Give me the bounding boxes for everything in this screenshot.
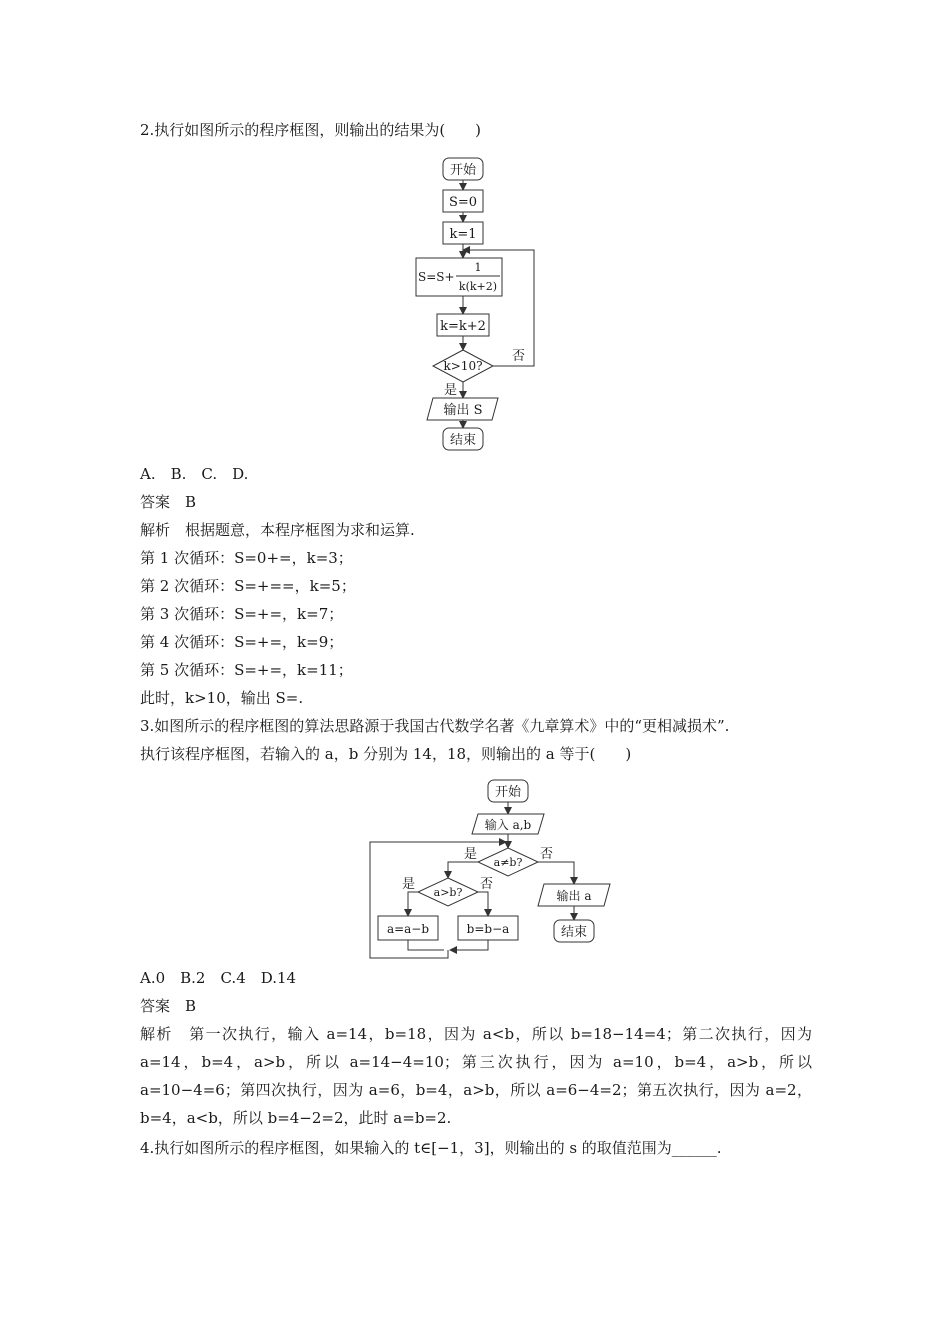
q2-decision-node <box>433 350 493 382</box>
svg-text:a≠b?: a≠b? <box>493 856 523 869</box>
q3-assign-a-node <box>378 916 438 940</box>
q2-flowchart <box>400 150 560 460</box>
q2-answer: 答案 B <box>140 493 197 511</box>
svg-text:输出 a: 输出 a <box>556 889 592 903</box>
q2-end-node <box>443 428 483 450</box>
q3-no1-label: 否 <box>540 847 554 862</box>
svg-text:S=0: S=0 <box>448 195 478 210</box>
q2-update-s-node <box>416 258 502 296</box>
svg-text:开始: 开始 <box>449 163 477 178</box>
q3-yes2-label: 是 <box>402 877 416 892</box>
q3-answer: 答案 B <box>140 997 197 1015</box>
svg-text:k(k+2): k(k+2) <box>458 280 498 293</box>
svg-text:结束: 结束 <box>449 433 477 448</box>
q3-decision2-node <box>418 878 478 906</box>
q2-question: 2.执行如图所示的程序框图，则输出的结果为( ) <box>140 121 482 139</box>
q2-init-k-node <box>443 222 483 244</box>
q3-end-node <box>554 920 594 942</box>
q3-no2-label: 否 <box>480 877 494 892</box>
q3-output-node <box>538 884 610 906</box>
q3-question-line1: 3.如图所示的程序框图的算法思路源于我国古代数学名著《九章算术》中的“更相减损术”. <box>140 717 730 735</box>
q3-decision1-node <box>478 848 538 876</box>
q3-question-line2: 执行该程序框图，若输入的 a，b 分别为 14，18，则输出的 a 等于( ) <box>140 745 632 763</box>
svg-text:k>10?: k>10? <box>443 359 483 373</box>
svg-text:结束: 结束 <box>560 925 588 940</box>
q2-options: A. B. C. D. <box>140 465 249 483</box>
q3-input-node <box>472 814 544 834</box>
svg-text:k=k+2: k=k+2 <box>440 319 486 334</box>
svg-text:k=1: k=1 <box>449 227 477 242</box>
q3-options: A.0 B.2 C.4 D.14 <box>140 969 297 987</box>
q2-analysis-line: 第 3 次循环：S=+=，k=7； <box>140 605 344 623</box>
q2-analysis-line: 第 4 次循环：S=+=，k=9； <box>140 633 344 651</box>
q2-step-k-node <box>437 314 489 336</box>
q2-output-node <box>427 398 498 420</box>
svg-text:S=S+: S=S+ <box>418 270 455 284</box>
svg-text:b=b−a: b=b−a <box>466 922 510 936</box>
q3-assign-b-node <box>458 916 518 940</box>
q2-analysis-line: 第 1 次循环：S=0+=，k=3； <box>140 549 353 567</box>
q3-yes1-label: 是 <box>464 847 478 862</box>
svg-text:输出 S: 输出 S <box>443 403 483 418</box>
svg-text:开始: 开始 <box>494 785 522 800</box>
svg-text:1: 1 <box>474 261 482 274</box>
q3-flowchart <box>360 774 600 964</box>
q2-analysis-line: 第 2 次循环：S=+==，k=5； <box>140 577 356 595</box>
q2-start-node <box>443 158 483 180</box>
svg-text:输入 a,b: 输入 a,b <box>484 818 532 832</box>
q4-question: 4.执行如图所示的程序框图，如果输入的 t∈[−1，3]，则输出的 s 的取值范围为______. <box>140 1139 722 1157</box>
svg-text:a>b?: a>b? <box>433 886 463 899</box>
svg-text:a=a−b: a=a−b <box>386 922 430 936</box>
q2-yes-label: 是 <box>444 383 458 398</box>
q2-analysis-line: 解析 根据题意，本程序框图为求和运算. <box>140 521 415 539</box>
q2-analysis-line: 此时，k>10，输出 S=. <box>140 689 304 707</box>
q2-analysis-line: 第 5 次循环：S=+=，k=11； <box>140 661 353 679</box>
q2-init-s-node <box>443 190 483 212</box>
q3-start-node <box>488 780 528 802</box>
q2-no-label: 否 <box>512 349 526 364</box>
q3-analysis: 解析 第一次执行，输入 a=14，b=18，因为 a<b，所以 b=18−14=4；第二次执行，因为 a=14，b=4，a>b，所以 a=14−4=10；第三次执行，因为 a=10，b=4，a>b，所以 a=10−4=6；第四次执行，因为 a=6，b=4，a>b，所以 a=6−4=2；第五次执行，因为 a=2，b=4，a<b，所以 b=4−2=2，此时 a=b=2. <box>140 1025 812 1127</box>
